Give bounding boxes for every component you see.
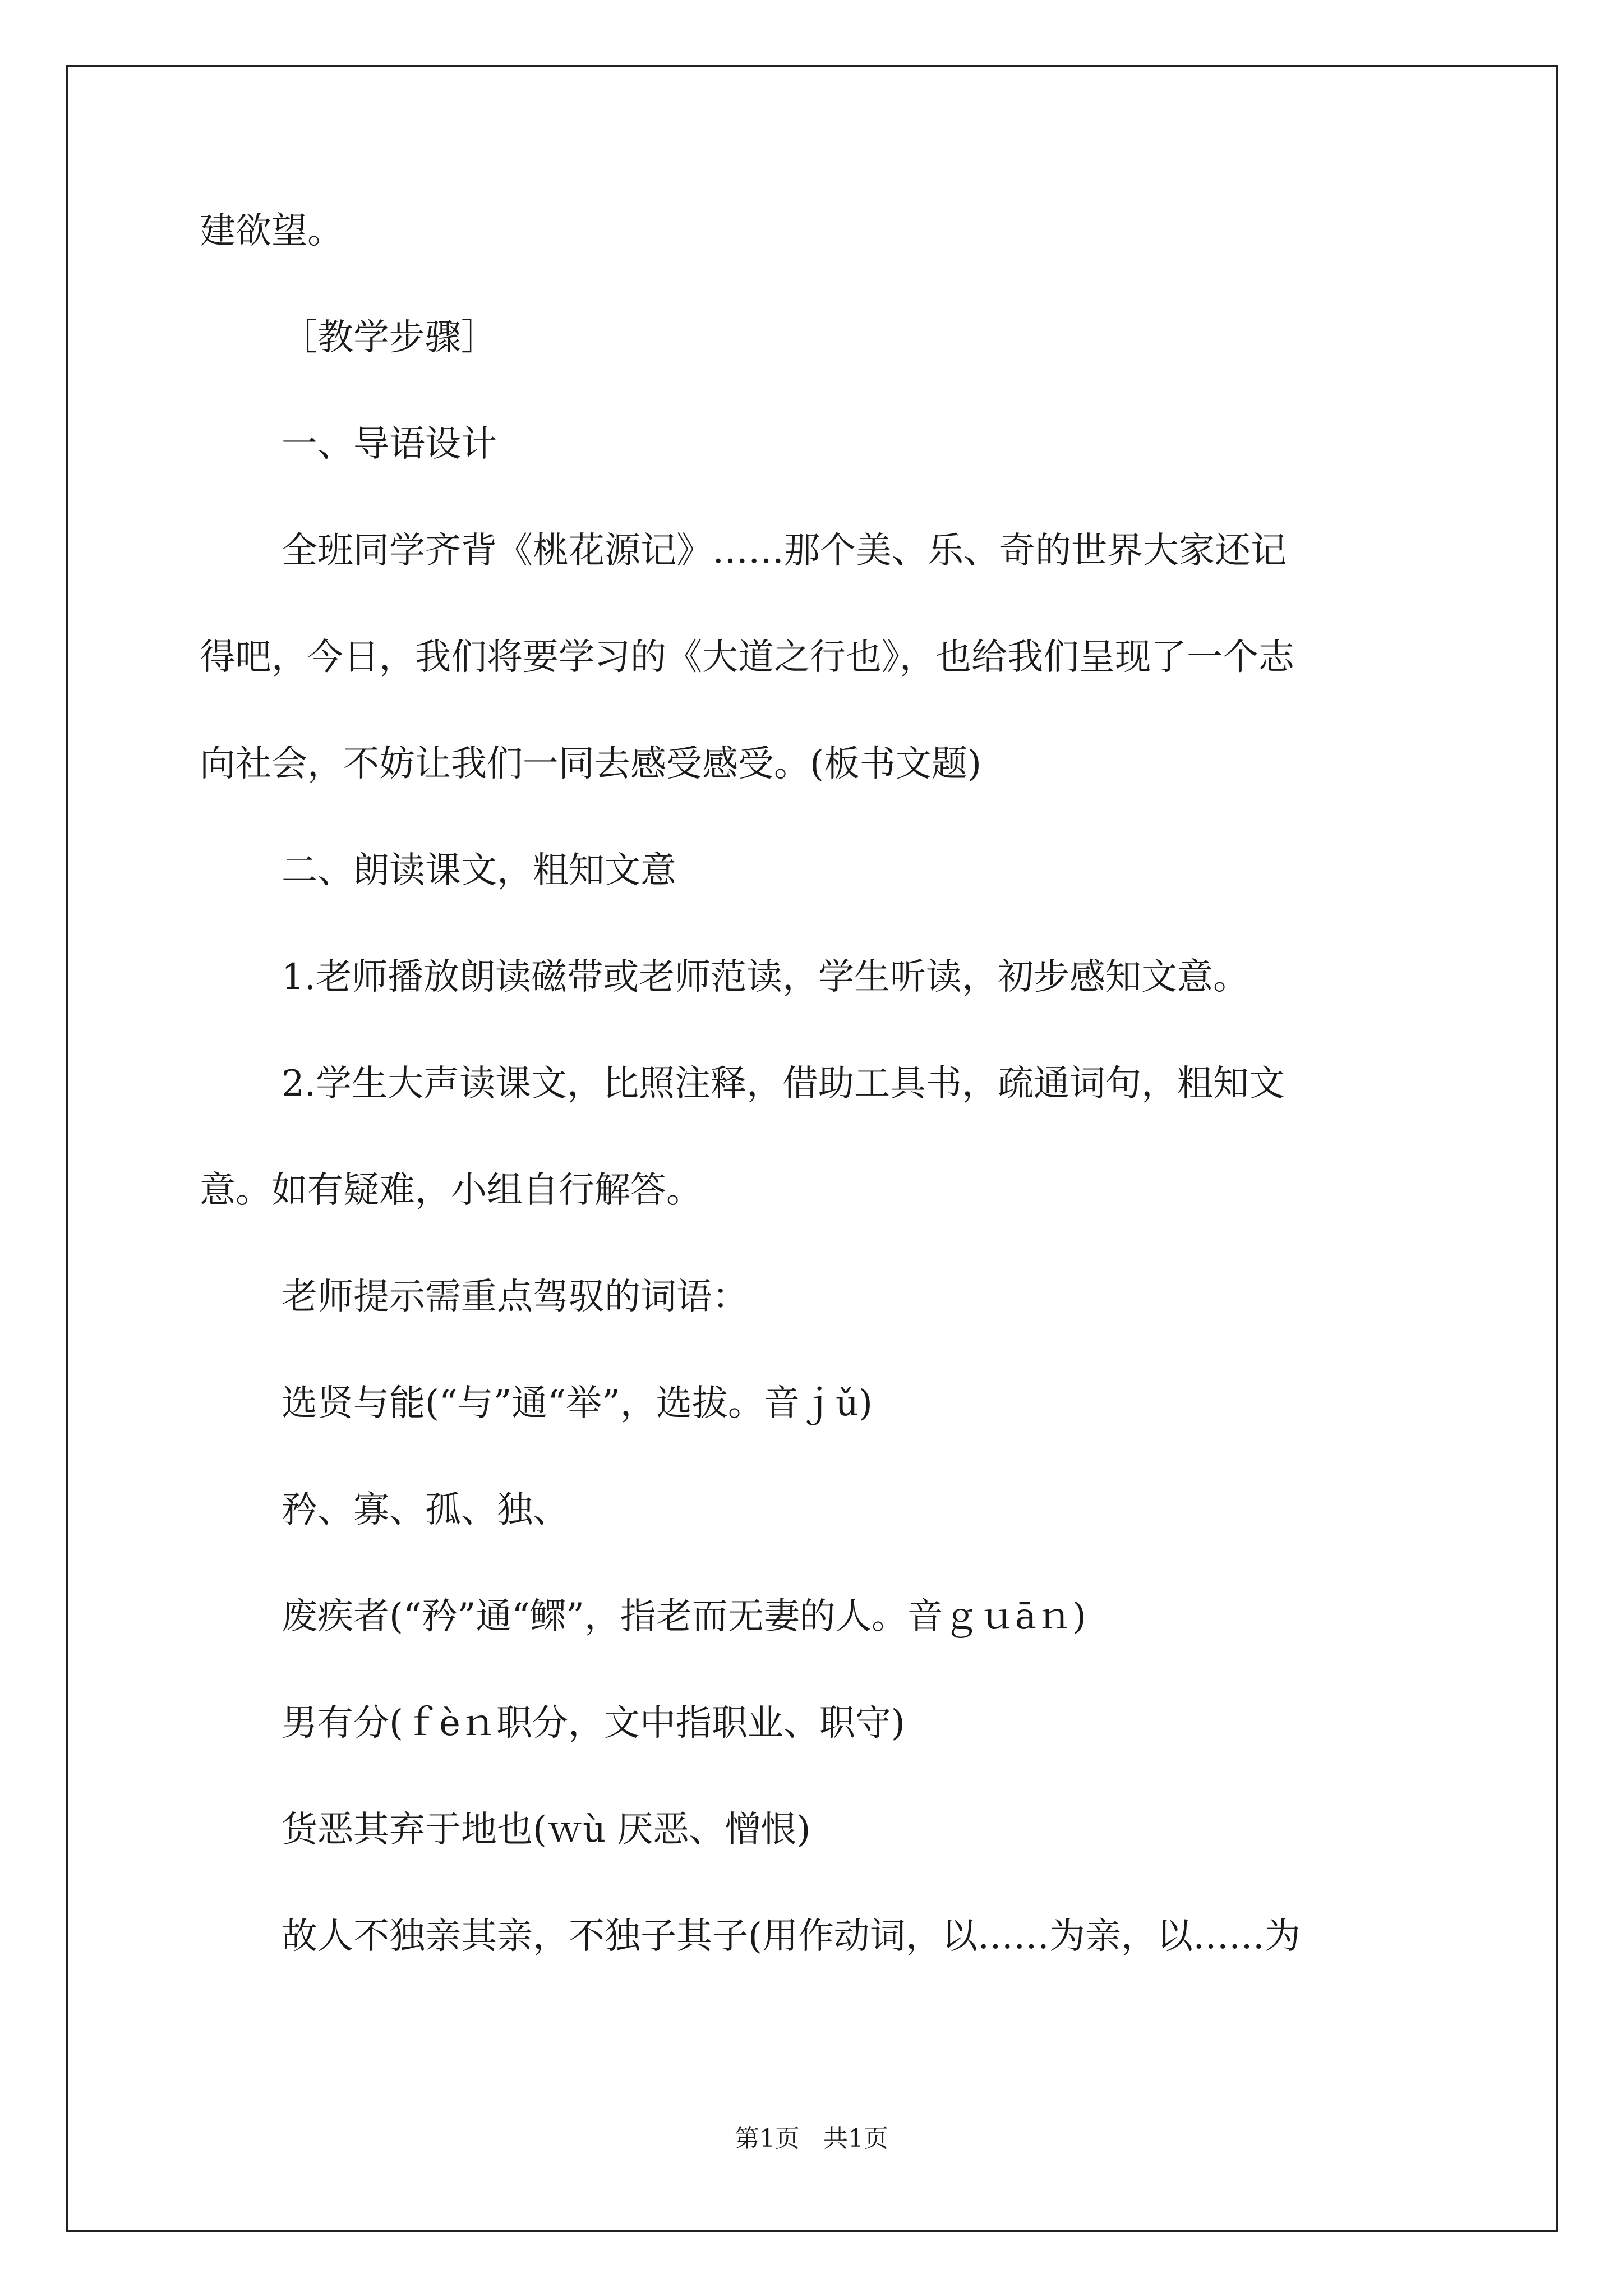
vocab-line: 废疾者(“矜”通“鳏”，指老而无妻的人。音ｇｕāｎ) [282,1596,1086,1637]
text-line: 老师提示需重点驾驭的词语： [282,1276,748,1318]
page-border [66,65,1558,2232]
section-heading: 二、朗读课文，粗知文意 [282,850,676,891]
text-line: 2.学生大声读课文，比照注释，借助工具书，疏通词句，粗知文 [282,1063,1285,1105]
text-line: 建欲望。 [200,210,343,252]
text-line: 得吧，今日，我们将要学习的《大道之行也》，也给我们呈现了一个志 [200,637,1294,678]
page-footer: 第1页 共1页 [735,2124,888,2153]
vocab-line: 货恶其弃于地也(ｗù 厌恶、憎恨) [282,1809,811,1851]
vocab-line: 故人不独亲其亲，不独子其子(用作动词，以……为亲，以……为 [282,1916,1301,1957]
text-line: 全班同学齐背《桃花源记》……那个美、乐、奇的世界大家还记 [282,530,1287,572]
vocab-line: 男有分(ｆèｎ职分，文中指职业、职守) [282,1703,905,1744]
text-line: 向社会，不妨让我们一同去感受感受。(板书文题) [200,743,981,785]
text-line: 意。如有疑难，小组自行解答。 [200,1170,702,1211]
text-line: 1.老师播放朗读磁带或老师范读，学生听读，初步感知文意。 [282,956,1249,998]
section-heading: 一、导语设计 [282,424,497,465]
section-heading: ［教学步骤］ [282,317,497,358]
vocab-line: 矜、寡、孤、独、 [282,1489,569,1531]
vocab-line: 选贤与能(“与”通“举”，选拔。音ｊǔ) [282,1383,873,1424]
